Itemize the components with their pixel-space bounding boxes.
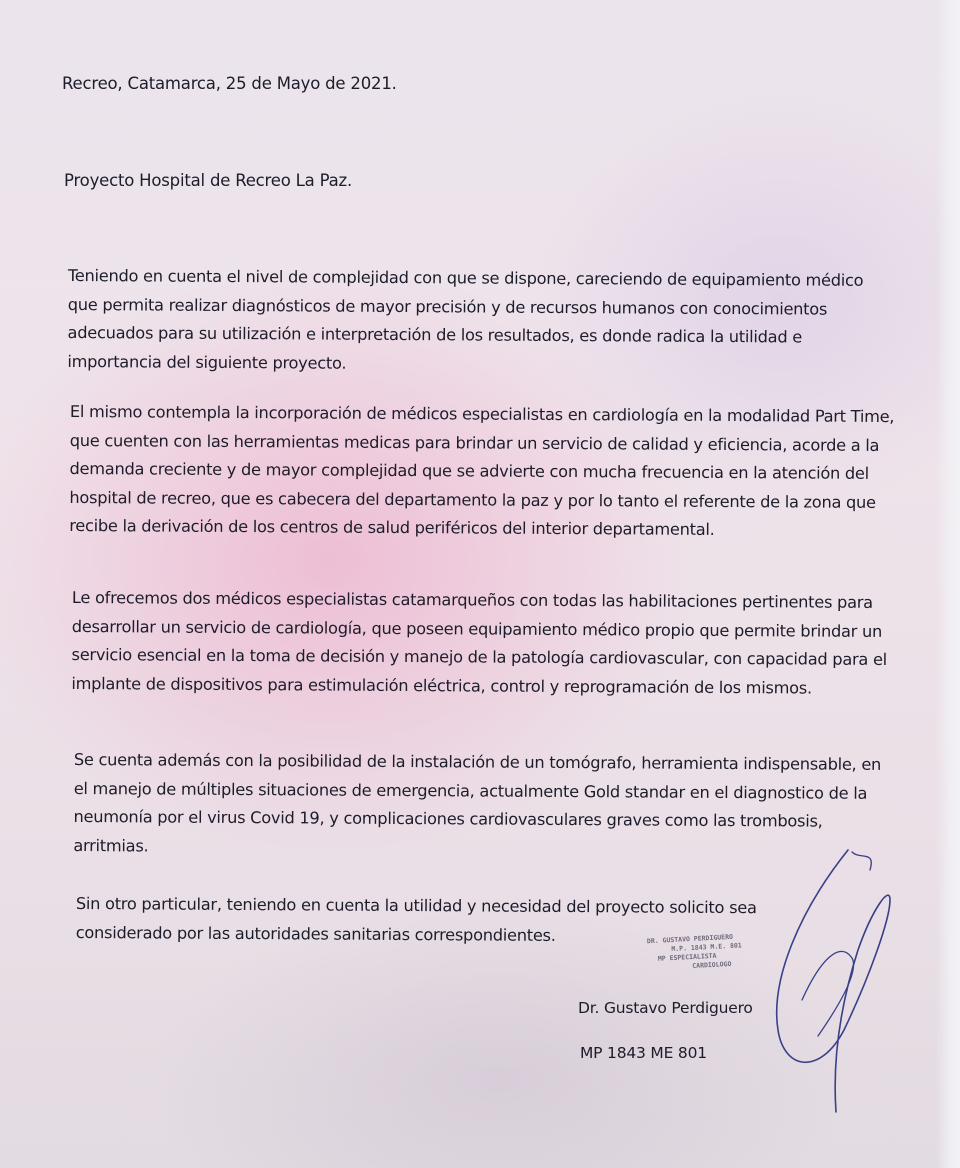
- paper-edge: [936, 0, 960, 1168]
- paragraph-offer: Le ofrecemos dos médicos especialistas catamarqueños con todas las habilitaciones pertinentes para desarrollar un servicio de cardiología, que poseen equipamiento médico propio que permite brindar un servicio esencial en la toma de decisión y manejo de la patología cardiovascular, con capacidad para el implante de dispositivos para estimulación eléctrica, control y reprogramación de los mismos.: [71, 587, 888, 698]
- signatory-name: Dr. Gustavo Perdiguero: [578, 999, 753, 1017]
- stamp-line: MP ESPECIALISTA: [657, 951, 717, 963]
- stamp-line: M.P. 1843 M.E. 801: [671, 941, 742, 954]
- stamp-line: CARDIOLOGO: [692, 959, 732, 970]
- project-title: Proyecto Hospital de Recreo La Paz.: [64, 171, 353, 190]
- paragraph-proposal: El mismo contempla la incorporación de médicos especialistas en cardiología en la modalidad Part Time, que cuenten con las herramientas medicas para brindar un servicio de calidad y eficiencia, acorde a la demanda creciente y de mayor complejidad que se advierte con mucha frecuencia en la atención del hospital de recreo, que es cabecera del departamento la paz y por lo tanto el referente de la zona que recibe la derivación de los centros de salud periféricos del interior departamental.: [69, 401, 895, 540]
- paragraph-tomograph: Se cuenta además con la posibilidad de la instalación de un tomógrafo, herramienta indispensable, en el manejo de múltiples situaciones de emergencia, actualmente Gold standar en el diagnostico de la neumonía por el virus Covid 19, y complicaciones cardiovasculares graves como las trombosis, arritmias.: [73, 749, 882, 856]
- stamp-line: DR. GUSTAVO PERDIGUERO: [646, 932, 734, 946]
- handwritten-signature: [740, 840, 910, 1120]
- date-line: Recreo, Catamarca, 25 de Mayo de 2021.: [62, 74, 397, 93]
- signatory-registration: MP 1843 ME 801: [580, 1044, 707, 1062]
- paragraph-intro: Teniendo en cuenta el nivel de complejidad con que se dispone, careciendo de equipamiento médico que permita realizar diagnósticos de mayor precisión y de recursos humanos con conocimientos adecuados para su utilización e interpretación de los resultados, es donde radica la utilidad e importancia del siguiente proyecto.: [67, 265, 864, 373]
- paragraph-closing: Sin otro particular, teniendo en cuenta la utilidad y necesidad del proyecto solicito sea considerado por las autoridades sanitarias correspondientes.: [75, 893, 757, 945]
